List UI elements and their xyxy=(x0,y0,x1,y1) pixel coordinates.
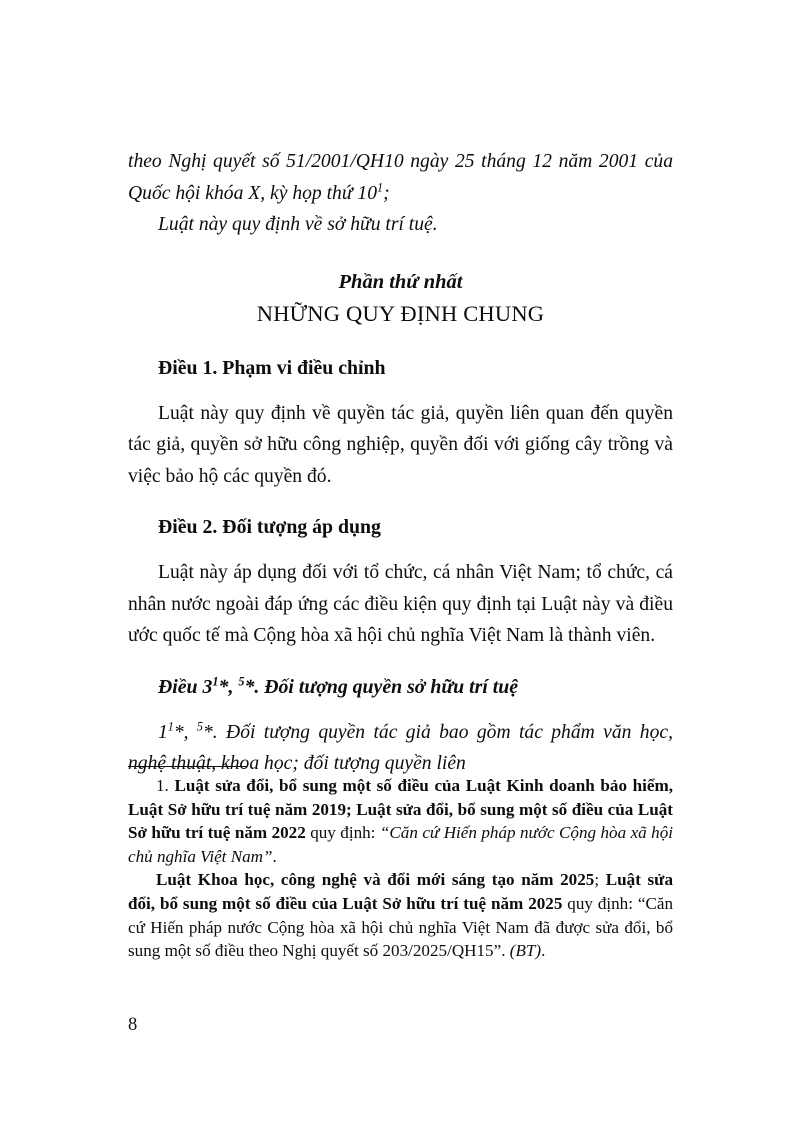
footnote-1-marker: 1. xyxy=(156,776,175,795)
footnote-2 xyxy=(128,868,673,962)
article-3-heading-mid: *, xyxy=(218,675,239,698)
spacer xyxy=(128,241,673,267)
footnote-block xyxy=(128,766,673,963)
footnote-1-bold-1: Luật sửa đổi, bổ sung một số điều của Luật Kinh doanh bảo hiểm, Luật Sở hữu trí tuệ năm 2019; xyxy=(128,776,673,819)
article-3-heading xyxy=(128,672,673,703)
article-3-heading-tail: *. Đối tượng quyền sở hữu trí tuệ xyxy=(244,675,519,698)
spacer xyxy=(128,384,673,398)
spacer xyxy=(128,543,673,557)
article-1-text: Luật này quy định về quyền tác giả, quyền liên quan đến quyền tác giả, quyền sở hữu công nghiệp, quyền đối với giống cây trồng và việc bảo hộ các quyền đó. xyxy=(128,402,673,487)
footnote-2-regular-1: ; xyxy=(594,870,606,890)
footnote-1 xyxy=(128,774,673,868)
clause-number: 1 xyxy=(158,721,168,743)
part-title: Phần thứ nhất xyxy=(338,270,463,293)
article-3-amendment-marker-1[interactable]: 1 xyxy=(212,673,219,688)
footnote-2-bold-1: Luật Khoa học, công nghệ và đổi mới sáng tạo năm 2025 xyxy=(156,870,595,890)
article-2-text: Luật này áp dụng đối với tổ chức, cá nhân Việt Nam; tổ chức, cá nhân nước ngoài đáp ứng các điều kiện quy định tại Luật này và điều ước quốc tế mà Cộng hòa xã hội chủ nghĩa Việt Nam là thành viên. xyxy=(128,562,673,646)
footnote-reference-1[interactable]: 1 xyxy=(377,179,384,194)
article-3-amendment-marker-2[interactable]: 5 xyxy=(238,673,245,688)
clause-amendment-marker-2[interactable]: 5 xyxy=(196,718,203,733)
continued-paragraph xyxy=(128,146,673,209)
footnote-1-regular-1: quy định: xyxy=(305,823,380,843)
article-3-heading-prefix: Điều 3 xyxy=(158,675,213,698)
clause-text: *. Đối tượng quyền tác giả bao gồm tác phẩm văn học, nghệ thuật, khoa học; đối tượng quyền liên xyxy=(128,721,673,774)
footnote-1-bold-2: Luật sửa đổi, bổ sung một số điều của Luật Sở hữu trí tuệ năm 2022 xyxy=(128,799,673,843)
footnote-2-editor-note: (BT) xyxy=(509,941,542,961)
clause-mid: *, xyxy=(173,721,197,743)
page-number: 8 xyxy=(128,1015,138,1035)
footnote-separator-rule xyxy=(128,766,246,767)
footnote-1-regular-2: . xyxy=(272,846,277,866)
scope-statement: Luật này quy định về sở hữu trí tuệ. xyxy=(158,214,438,235)
spacer xyxy=(128,492,673,512)
footnote-2-bold-2: Luật sửa đổi, bổ sung một số điều của Luật Sở hữu trí tuệ năm 2025 xyxy=(128,870,673,913)
chapter-title: NHỮNG QUY ĐỊNH CHUNG xyxy=(256,300,545,326)
spacer xyxy=(128,652,673,672)
page-content xyxy=(128,146,673,780)
article-1-heading: Điều 1. Phạm vi điều chỉnh xyxy=(158,356,386,379)
footnote-2-regular-3: . xyxy=(541,941,546,961)
continued-paragraph-text: theo Nghị quyết số 51/2001/QH10 ngày 25 tháng 12 năm 2001 của Quốc hội khóa X, kỳ họp thứ 10 xyxy=(128,151,673,204)
spacer xyxy=(128,703,673,717)
continued-paragraph-tail: ; xyxy=(383,182,390,204)
footnote-2-regular-2: quy định: “Căn cứ Hiến pháp nước Cộng hòa xã hội chủ nghĩa Việt Nam đã được sửa đổi, bổ sung một số điều theo Nghị quyết số 203/2025/QH15”. xyxy=(128,893,673,961)
article-2-heading: Điều 2. Đối tượng áp dụng xyxy=(158,516,381,538)
clause-amendment-marker-1[interactable]: 1 xyxy=(167,718,174,733)
footnote-1-quote: “Căn cứ Hiến pháp nước Cộng hòa xã hội chủ nghĩa Việt Nam” xyxy=(128,823,674,866)
spacer xyxy=(128,331,673,353)
